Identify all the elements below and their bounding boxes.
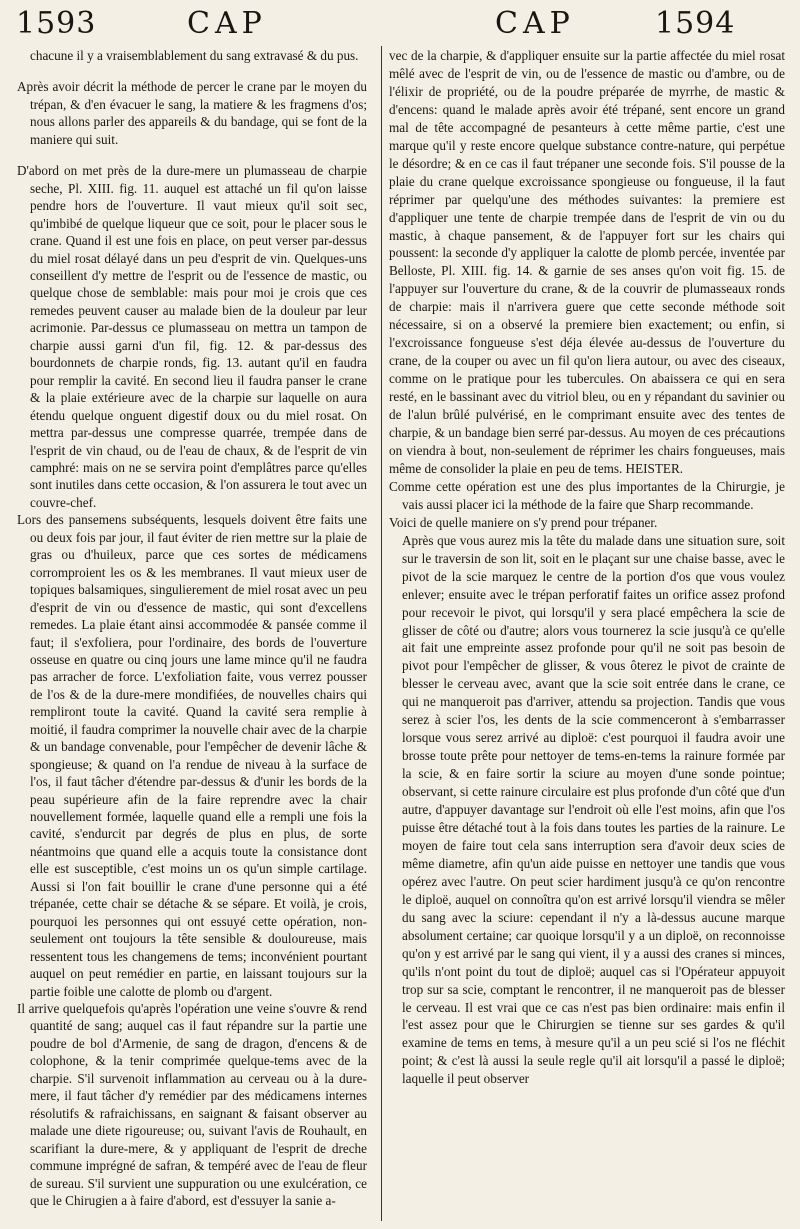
paragraph: Après que vous aurez mis la tête du malade dans une situation sure, soit sur le traversin de son lit, soit en le plaçant sur une chaise basse, avec le pivot de la scie marquez le centre de la portion d'os que vous voulez enlever; ensuite avec le trépan perforatif faites un orifice assez profond pour recevoir le pivot, qui lorsqu'il y sera placé empêchera la scie de glisser de côté ou d'autre; alors vous tournerez la scie jusqu'à ce qu'elle ait fait une empreinte assez profonde pour qu'il ne soit pas besoin de pivot pour l'empêcher de glisser, & vous ôterez le pivot de crainte de blesser le cerveau avec, avant que la scie soit entrée dans le crane, ce qui ne manqueroit pas d'arriver, attendu sa projection. Tandis que vous serez à scier l'os, les dents de la scie commenceront à s'embarrasser lorsque vous serez arrivé au diploë: c'est pourquoi il faudra avoir une brosse toute prête pour nettoyer de tems-en-tems la rainure formée par la scie, & en faire sortir la sciure au moyen d'une sonde pointue; observant, si cette rainure circulaire est plus profonde d'un côté que d'un autre, d'appuyer davantage sur l'endroit où elle l'est moins, afin que l'os puisse être détaché tout à la fois dans toutes les parties de la rainure. Le moyen de faire tout cela sans interruption sera d'avoir deux scies de même diametre, afin qu'un aide puisse en nettoyer une tandis que vous opérez avec l'autre. On peut scier hardiment jusqu'à ce qu'on rencontre le diploë, auquel on connoîtra qu'on est arrivé lorsqu'il viendra se mêler du sang avec la sciure: cependant il n'y a là-dessus aucune marque absolument certaine; car quoique lorsqu'il y a un diploë, on reconnoisse qu'on y est arrivé par le sang qui vient, il y a aussi des cranes si minces, qu'ils n'ont point du tout de diploë; auquel cas si l'Opérateur appuyoit trop sur sa scie, comptant le rencontrer, il ne manqueroit pas de blesser le cerveau. Il est vrai que ce cas n'est pas bien ordinaire: mais enfin il l'est assez pour que le Chirurgien se tienne sur ses gardes & qu'il examine de tems en tems, à mesure qu'il a un peu scié si l'os ne fléchit point; & c'est là aussi la seule regle qu'il ait lorsqu'il a passé le diploë; laquelle il peut observer <box>402 532 785 1087</box>
left-column <box>17 47 367 1209</box>
page-number-left: 1593 <box>16 6 97 41</box>
column-divider <box>381 46 382 1221</box>
paragraph: vec de la charpie, & d'appliquer ensuite sur la partie affectée du miel rosat mêlé avec de l'esprit de vin, ou de l'essence de mastic ou d'ambre, ou de l'élixir de propriété, ou de la poudre préparée de myrrhe, de mastic & d'encens: quand le malade après avoir été trépané, sent encore un grand mal de tête accompagné de pesanteurs à cette même partie, c'est une marque qu'il y reste encore quelque substance contre-nature, qui perpétue le désordre; & en ce cas il faut trépaner une seconde fois. S'il pousse de la plaie du crane quelque excroissance spongieuse ou fongueuse, il la faut réprimer par quelqu'une des méthodes suivantes: la premiere est d'appliquer une tente de charpie trempée dans de l'esprit de vin ou du mastic, à chaque pansement, & de l'appuyer fort sur les chairs qui poussent: la seconde d'y appliquer la calotte de plomb percée, inventée par Belloste, Pl. XIII. fig. 14. & garnie de ses anses qu'on voit fig. 15. de l'appuyer sur l'ouverture du crane, & de la couvrir de plumasseaux ronds de charpie: mais il n'arrivera guere que cette seconde méthode soit nécessaire, si on a observé la premiere bien exactement; ou enfin, si l'excroissance fongueuse s'est déja élevée au-dessus de l'ouverture du crane, de la couper ou avec un fil qu'on liera autour, ou avec des ciseaux, comme on le pratique pour les tubercules. On abaissera ce qui en sera resté, en le bassinant avec du vitriol bleu, ou en y répandant du savinier ou de l'alun brûlé pulvérisé, en le comprimant ensuite avec des tentes de charpie, & un bandage bien serré par-dessus. Au moyen de ces précautions on viendra à bout, non-seulement de réprimer les chairs fongueuses, mais même de consolider la plaie en peu de tems. HEISTER. <box>389 48 785 476</box>
paragraph: D'abord on met près de la dure-mere un plumasseau de charpie seche, Pl. XIII. fig. 11. auquel est attaché un fil qu'on laisse pendre hors de l'ouverture. Il vaut mieux qu'il soit sec, qu'imbibé de quelque liqueur que ce soit, pour le placer sous le crane. Quand il est une fois en place, on peut verser par-dessus du miel rosat délayé dans un peu d'esprit de vin. Quelques-uns conseillent d'y mettre de l'esprit ou de l'essence de mastic, ou quelque chose de semblable: mais pour moi je crois que ces remedes peuvent causer au malade bien de la douleur par leur acrimonie. Par-dessus ce plumasseau on mettra un tampon de charpie aussi garni d'un fil, fig. 12. & par-dessus des bourdonnets de charpie ronds, fig. 13. autant qu'il en faudra pour remplir la cavité. En second lieu il faudra panser le crane & la plaie extérieure avec de la charpie sur laquelle on aura étendu quelque onguent digestif doux ou du miel rosat. On mettra par-dessus une compresse quarrée, trempée dans de l'esprit de vin chaud, ou de l'eau de chaux, & de l'esprit de vin camphré: mais on ne se servira point d'emplâtres parce qu'elles sont inutiles dans cette occasion, & l'on assurera le tout avec un couvre-chef. <box>17 163 367 510</box>
paragraph: Comme cette opération est une des plus importantes de la Chirurgie, je vais aussi placer ici la méthode de la faire que Sharp recommande. <box>389 478 785 512</box>
paragraph: chacune il y a vraisemblablement du sang extravasé & du pus. <box>30 48 359 63</box>
paragraph: Il arrive quelquefois qu'après l'opération une veine s'ouvre & rend quantité de sang; auquel cas il faut répandre sur la partie une poudre de bol d'Armenie, de sang de dragon, d'encens & de colophone, & la tenir comprimée quelque-tems avec de la charpie. S'il survenoit inflammation au cerveau ou à la dure-mere, il faut tâcher d'y remédier par des médicamens internes résolutifs & rafraichissans, en saignant & faisant observer au malade une diete rigoureuse; ou, suivant l'avis de Rouhault, en scarifiant la dure-mere, & y appliquant de l'esprit de dreche commune imprégné de safran, & tempéré avec de l'eau de fleur de sureau. S'il survient une suppuration ou une exulcération, ce que le Chirugien a à faire d'abord, est d'essuyer la sanie a- <box>17 1001 367 1208</box>
running-head-right: CAP <box>495 6 575 41</box>
paragraph: Voici de quelle maniere on s'y prend pour trépaner. <box>389 514 658 530</box>
right-column <box>389 47 785 1088</box>
page-number-right: 1594 <box>655 6 736 41</box>
running-head-left: CAP <box>187 6 267 41</box>
paragraph: Lors des pansemens subséquents, lesquels doivent être faits une ou deux fois par jour, il faut éviter de rien mettre sur la plaie de gras ou d'huileux, parce que ces sortes de médicamens corromproient les os & les membranes. Il vaut mieux user de topiques balsamiques, singulierement de miel rosat avec un peu d'esprit de vin ou d'essence de mastic, qui sont d'excellens remedes. La plaie étant ainsi accommodée & pansée comme il faut; il s'exfoliera, pour l'ordinaire, des bords de l'ouverture osseuse en quatre ou cinq jours une lame mince qu'il ne faudra pas arracher de force. L'exfoliation faite, vous verrez pousser de l'os & de la dure-mere mondifiées, de nouvelles chairs qui rempliront toute la cavité. Quand la cavité sera remplie à moitié, il faudra comprimer la nouvelle chair avec de la charpie & un bandage convenable, pour l'empêcher de devenir lâche & spongieuse; & quand on l'a rendue de niveau à la surface de l'os, il faut tâcher d'étendre par-dessus & d'unir les bords de la peau supérieure afin de la faire reprendre avec la chair nouvellement formée, laquelle quand elle a rempli une fois la cavité, s'endurcit par degrés de plus en plus, de sorte néantmoins que quand elle a acquis toute la consistance dont elle est susceptible, c'est moins un os qu'un simple cartilage. Aussi si l'on fait bouillir le crane d'une personne qui a été trépanée, cette chair se détache & se sépare. Et voilà, je crois, pourquoi les personnes qui ont essuyé cette opération, non-seulement ont toujours la tête sensible & douloureuse, mais ressentent tous les changemens de tems; inconvénient pourtant auquel on peut remédier en partie, en laissant toujours sur la partie foible une calotte de plomb ou d'argent. <box>17 512 367 999</box>
paragraph: Après avoir décrit la méthode de percer le crane par le moyen du trépan, & d'en évacuer le sang, la matiere & les fragmens d'os; nous allons parler des appareils & du bandage, qui se font de la maniere qui suit. <box>17 79 367 147</box>
